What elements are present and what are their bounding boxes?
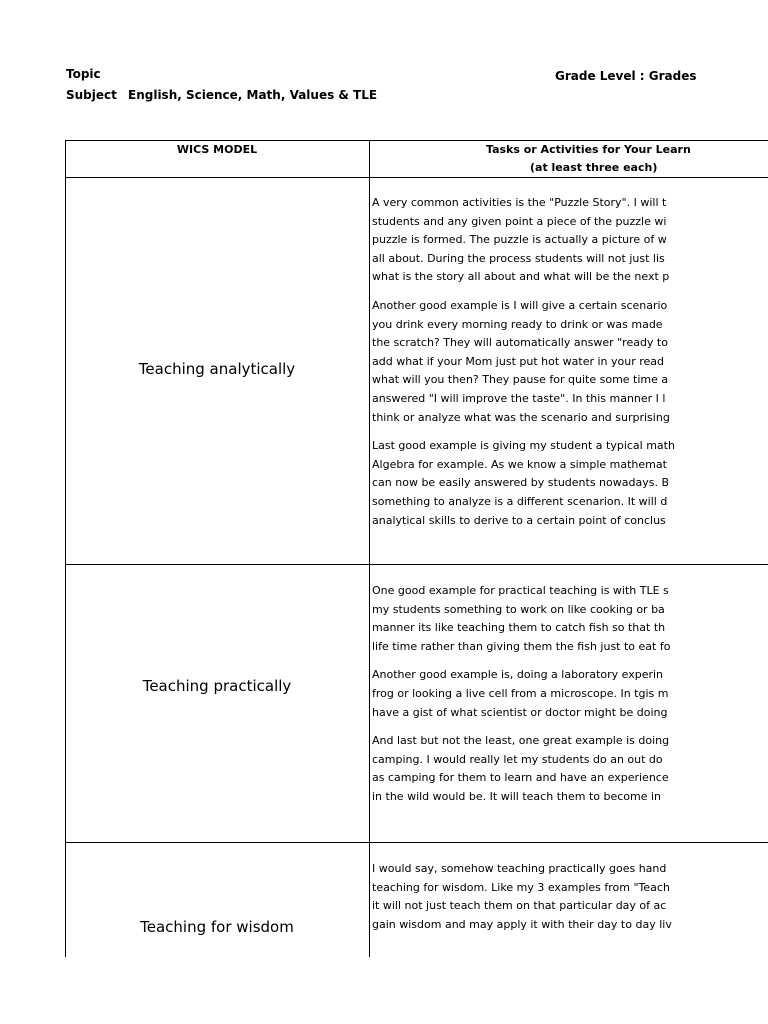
table-divider-header	[65, 177, 768, 178]
task-paragraph	[372, 666, 768, 722]
task-paragraph	[372, 437, 768, 530]
task-text-line: the scratch? They will automatically answer "ready to	[372, 336, 668, 350]
task-text-line: frog or looking a live cell from a microscope. In tgis m	[372, 686, 669, 700]
task-text-line: puzzle is formed. The puzzle is actually a picture of w	[372, 233, 667, 247]
column-header-tasks-subtitle: (at least three each)	[530, 161, 658, 174]
column-header-wics-model: WICS MODEL	[176, 143, 258, 156]
task-text-line: can now be easily answered by students nowadays. B	[372, 476, 669, 490]
task-text-line: answered "I will improve the taste". In this manner I l	[372, 391, 666, 405]
task-text-line: my students something to work on like cooking or ba	[372, 602, 665, 616]
task-text-line: add what if your Mom just put hot water in your read	[372, 354, 665, 368]
task-text-line: A very common activities is the "Puzzle Story". I will t	[372, 196, 667, 209]
task-text-line: all about. During the process students will not just lis	[372, 251, 665, 265]
task-text-line: camping. I would really let my students do an out do	[372, 752, 663, 766]
grade-level-label: Grade Level : Grades	[555, 69, 697, 83]
row-label-analytically: Teaching analytically	[138, 360, 296, 378]
task-text-line: something to analyze is a different scenarion. It will d	[372, 494, 668, 508]
task-text-line: think or analyze what was the scenario and surprising	[372, 410, 670, 424]
task-text-line: One good example for practical teaching is with TLE s	[372, 584, 669, 597]
task-text-line: life time rather than giving them the fish just to eat fo	[372, 639, 671, 653]
cell-tasks-analytically	[372, 194, 768, 554]
task-text-line: I would say, somehow teaching practically goes hand	[372, 862, 667, 875]
subject-label: Subject	[66, 88, 117, 102]
table-border-middle	[369, 140, 370, 957]
task-paragraph	[372, 732, 768, 806]
subject-value: English, Science, Math, Values & TLE	[128, 88, 378, 102]
task-text-line: you drink every morning ready to drink or was made	[372, 317, 663, 331]
task-text-line: what will you then? They pause for quite some time a	[372, 373, 669, 387]
table-border-left	[65, 140, 66, 957]
task-text-line: teaching for wisdom. Like my 3 examples from "Teach	[372, 880, 670, 894]
task-text-line: gain wisdom and may apply it with their day to day liv	[372, 917, 672, 931]
topic-label: Topic	[66, 67, 101, 81]
task-paragraph	[372, 297, 768, 427]
task-text-line: analytical skills to derive to a certain point of conclus	[372, 513, 666, 527]
task-text-line: Last good example is giving my student a typical math	[372, 439, 675, 453]
row-label-practically: Teaching practically	[142, 677, 292, 695]
task-paragraph	[372, 860, 768, 934]
task-paragraph	[372, 582, 768, 656]
task-text-line: have a gist of what scientist or doctor might be doing	[372, 705, 668, 719]
cell-tasks-practically	[372, 582, 768, 838]
table-border-top	[65, 140, 768, 141]
task-text-line: what is the story all about and what will be the next p	[372, 270, 670, 284]
task-text-line: it will not just teach them on that particular day of ac	[372, 899, 667, 913]
table-divider-row-2	[65, 842, 768, 843]
task-text-line: in the wild would be. It will teach them to become in	[372, 789, 662, 803]
table-divider-row-1	[65, 564, 768, 565]
task-text-line: And last but not the least, one great example is doing	[372, 734, 670, 748]
task-text-line: Another good example is I will give a certain scenario	[372, 298, 668, 312]
cell-tasks-wisdom	[372, 860, 768, 956]
row-label-wisdom: Teaching for wisdom	[140, 918, 294, 936]
task-text-line: Algebra for example. As we know a simple mathemat	[372, 457, 667, 471]
task-text-line: students and any given point a piece of the puzzle wi	[372, 214, 667, 228]
task-text-line: Another good example is, doing a laboratory experin	[372, 668, 664, 682]
task-text-line: manner its like teaching them to catch fish so that th	[372, 621, 666, 635]
task-paragraph	[372, 194, 768, 287]
task-text-line: as camping for them to learn and have an experience	[372, 771, 669, 785]
column-header-tasks: Tasks or Activities for Your Learn	[486, 143, 691, 156]
